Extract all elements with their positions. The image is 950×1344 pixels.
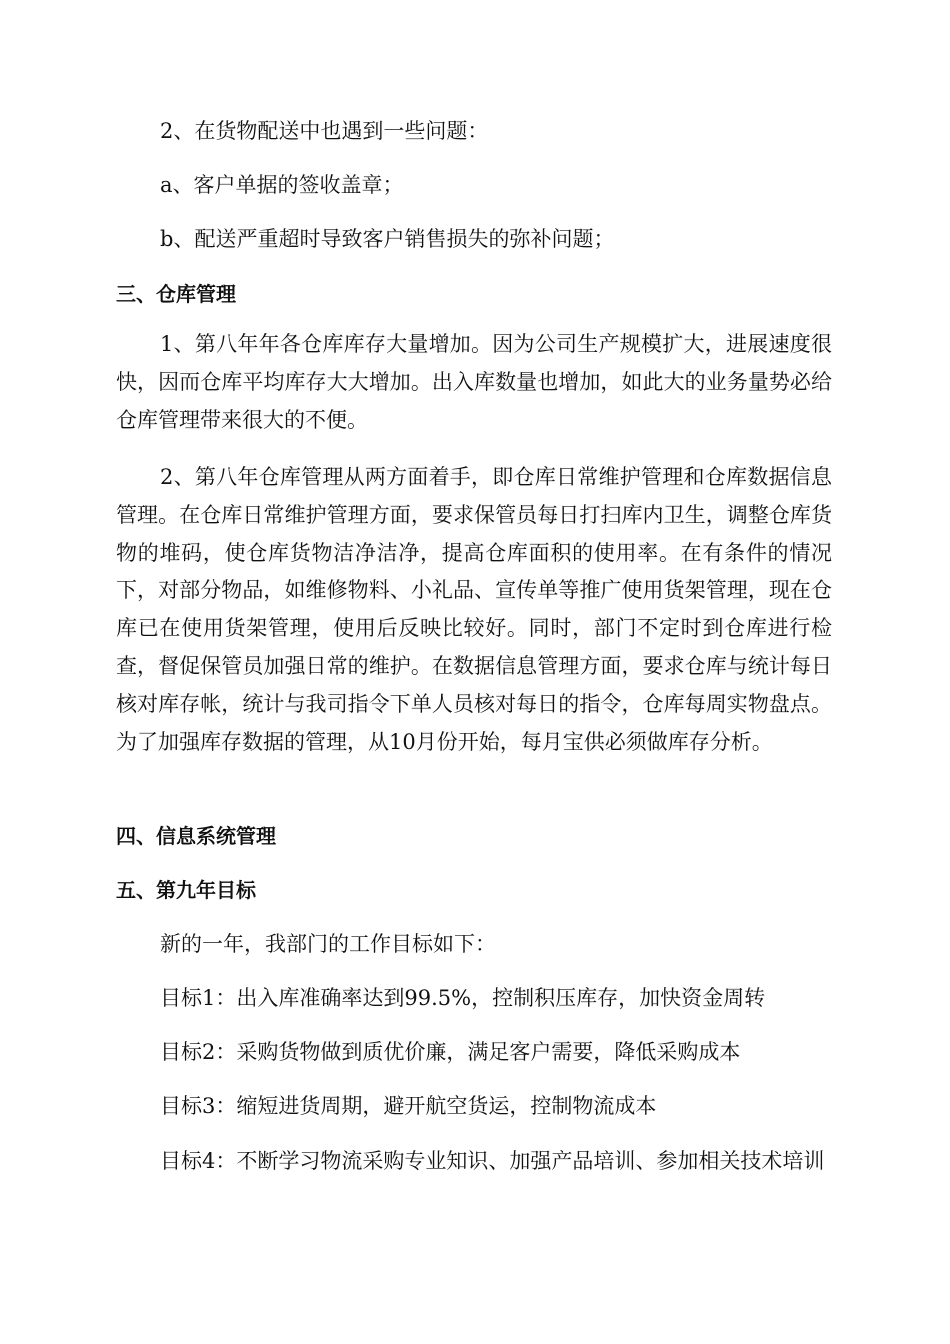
delivery-problems-intro: 2、在货物配送中也遇到一些问题： bbox=[160, 119, 489, 143]
goals-intro: 新的一年，我部门的工作目标如下： bbox=[160, 932, 496, 956]
warehouse-paragraph-1: 1、第八年年各仓库库存大量增加。因为公司生产规模扩大，进展速度很快，因而仓库平均库存大大增加。出入库数量也增加，如此大的业务量势必给仓库管理带来很大的不便。 bbox=[116, 332, 832, 432]
goal-2: 目标2：采购货物做到质优价廉，满足客户需要，降低采购成本 bbox=[160, 1040, 741, 1064]
section-heading-info-system: 四、信息系统管理 bbox=[116, 824, 276, 848]
section-heading-warehouse: 三、仓库管理 bbox=[116, 282, 236, 306]
section-heading-goals: 五、第九年目标 bbox=[116, 878, 256, 902]
goal-3: 目标3：缩短进货周期，避开航空货运，控制物流成本 bbox=[160, 1094, 657, 1118]
list-item-b: b、配送严重超时导致客户销售损失的弥补问题； bbox=[160, 227, 615, 251]
warehouse-paragraph-2: 2、第八年仓库管理从两方面着手，即仓库日常维护管理和仓库数据信息管理。在仓库日常维护管理方面，要求保管员每日打扫库内卫生，调整仓库货物的堆码，使仓库货物洁净洁净，提高仓库面积的使用率。在有条件的情况下，对部分物品，如维修物料、小礼品、宣传单等推广使用货架管理，现在仓库已在使用货架管理，使用后反映比较好。同时，部门不定时到仓库进行检查，督促保管员加强日常的维护。在数据信息管理方面，要求仓库与统计每日核对库存帐，统计与我司指令下单人员核对每日的指令，仓库每周实物盘点。为了加强库存数据的管理，从10月份开始，每月宝供必须做库存分析。 bbox=[116, 465, 832, 754]
goal-1: 目标1：出入库准确率达到99.5%，控制积压库存，加快资金周转 bbox=[160, 986, 766, 1010]
goal-4: 目标4：不断学习物流采购专业知识、加强产品培训、参加相关技术培训 bbox=[160, 1149, 825, 1173]
list-item-a: a、客户单据的签收盖章； bbox=[160, 173, 404, 197]
